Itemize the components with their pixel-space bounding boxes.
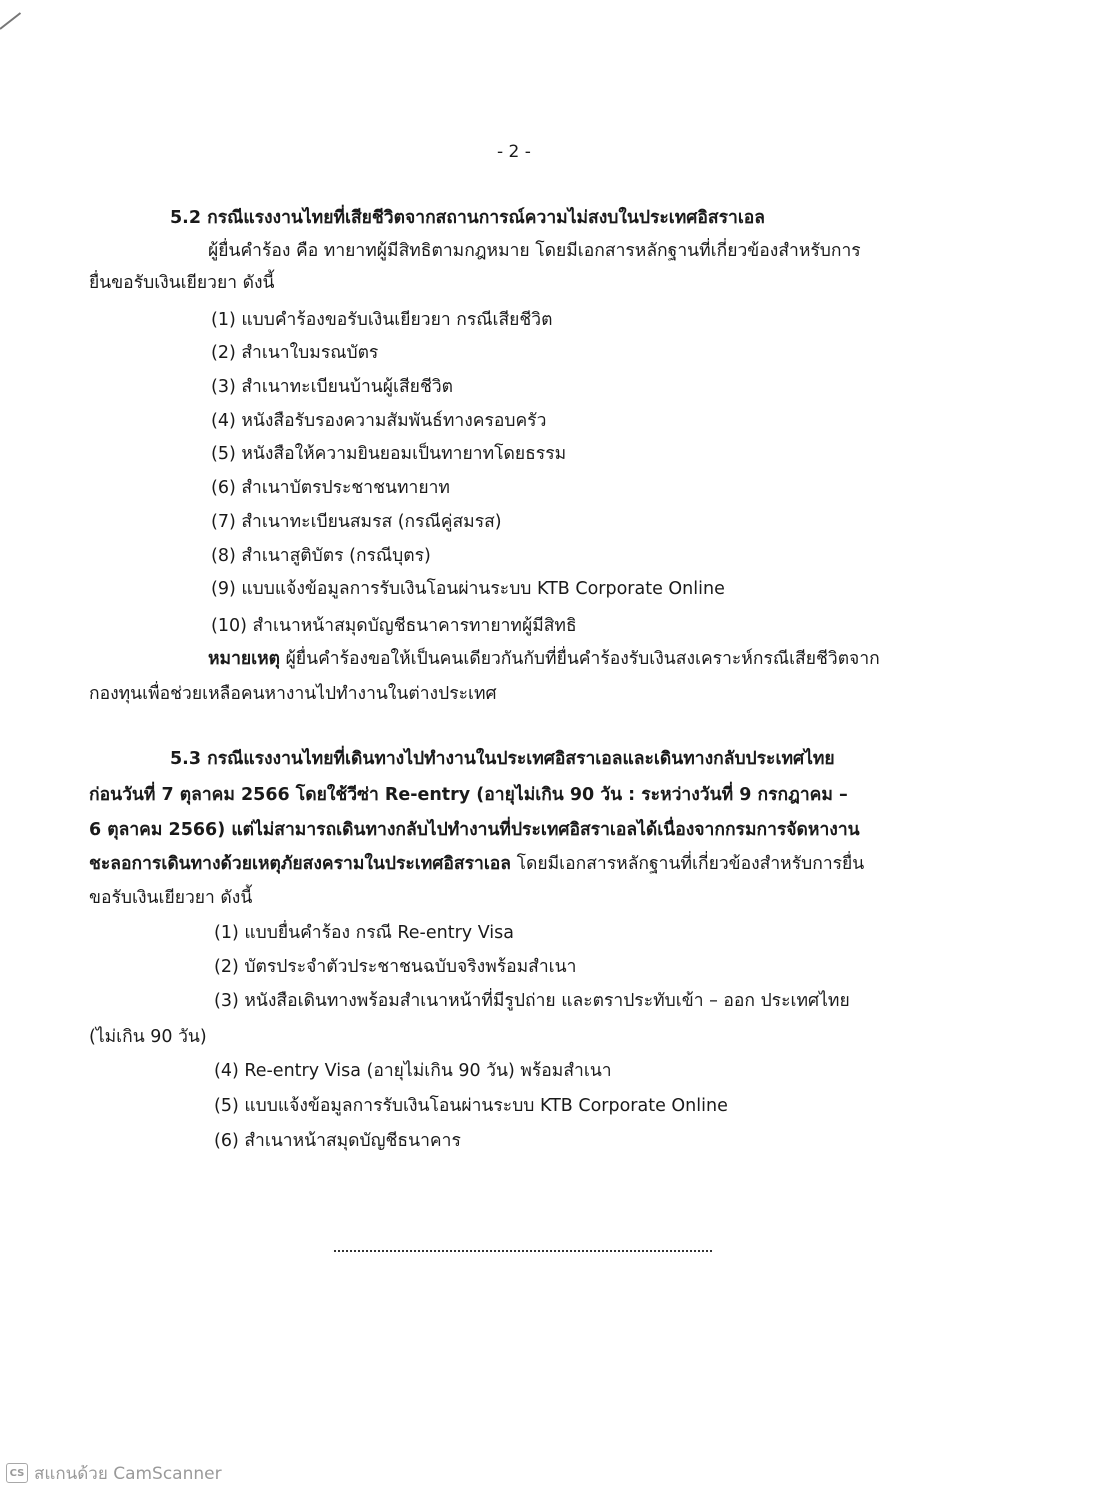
section-5-3-item: (2) บัตรประจำตัวประชาชนฉบับจริงพร้อมสำเนา	[214, 957, 577, 977]
section-5-3-heading-line-2: ก่อนวันที่ 7 ตุลาคม 2566 โดยใช้วีซ่า Re-entry (อายุไม่เกิน 90 วัน : ระหว่างวันที่ 9 กรกฎาคม –	[89, 785, 848, 805]
section-5-3-heading-line-5: ขอรับเงินเยียวยา ดังนี้	[89, 888, 253, 908]
section-5-2-item: (2) สำเนาใบมรณบัตร	[211, 343, 379, 363]
camscanner-logo-icon: CS	[6, 1463, 28, 1483]
section-5-2-item: (7) สำเนาทะเบียนสมรส (กรณีคู่สมรส)	[211, 512, 502, 532]
section-5-2-item: (5) หนังสือให้ความยินยอมเป็นทายาทโดยธรรม	[211, 444, 567, 464]
section-5-2-item: (9) แบบแจ้งข้อมูลการรับเงินโอนผ่านระบบ KTB Corporate Online	[211, 579, 725, 599]
heading-line-4-bold: ชะลอการเดินทางด้วยเหตุภัยสงครามในประเทศอิสราเอล	[89, 854, 512, 874]
section-5-2-item: (8) สำเนาสูติบัตร (กรณีบุตร)	[211, 546, 431, 566]
section-5-3-item: (3) หนังสือเดินทางพร้อมสำเนาหน้าที่มีรูปถ่าย และตราประทับเข้า – ออก ประเทศไทย	[214, 991, 850, 1011]
note-text: ผู้ยื่นคำร้องขอให้เป็นคนเดียวกันกับที่ยื่นคำร้องรับเงินสงเคราะห์กรณีเสียชีวิตจาก	[280, 649, 880, 669]
scanner-watermark-text: สแกนด้วย CamScanner	[34, 1463, 222, 1484]
section-5-3-heading-line-4	[89, 853, 864, 875]
section-5-2-intro-line-2: ยื่นขอรับเงินเยียวยา ดังนี้	[89, 273, 275, 293]
section-5-3-item: (4) Re-entry Visa (อายุไม่เกิน 90 วัน) พร้อมสำเนา	[214, 1061, 612, 1081]
section-5-3-item: (6) สำเนาหน้าสมุดบัญชีธนาคาร	[214, 1131, 461, 1151]
section-5-3-item: (5) แบบแจ้งข้อมูลการรับเงินโอนผ่านระบบ KTB Corporate Online	[214, 1096, 728, 1116]
section-5-2-item: (4) หนังสือรับรองความสัมพันธ์ทางครอบครัว	[211, 411, 547, 431]
section-5-2-note-line-2: กองทุนเพื่อช่วยเหลือคนหางานไปทำงานในต่างประเทศ	[89, 684, 497, 704]
section-5-3-item: (1) แบบยื่นคำร้อง กรณี Re-entry Visa	[214, 923, 514, 943]
section-5-2-item: (10) สำเนาหน้าสมุดบัญชีธนาคารทายาทผู้มีสิทธิ	[211, 616, 577, 636]
section-5-2-intro-line-1: ผู้ยื่นคำร้อง คือ ทายาทผู้มีสิทธิตามกฎหมาย โดยมีเอกสารหลักฐานที่เกี่ยวข้องสำหรับการ	[208, 241, 861, 261]
section-5-3-heading-line-1: 5.3 กรณีแรงงานไทยที่เดินทางไปทำงานในประเทศอิสราเอลและเดินทางกลับประเทศไทย	[170, 749, 835, 769]
page-number: - 2 -	[497, 142, 531, 162]
section-5-2-item: (6) สำเนาบัตรประชาชนทายาท	[211, 478, 450, 498]
scan-corner-mark	[0, 12, 21, 30]
heading-line-4-rest: โดยมีเอกสารหลักฐานที่เกี่ยวข้องสำหรับการยื่น	[511, 854, 865, 874]
section-5-3-item-continuation: (ไม่เกิน 90 วัน)	[89, 1027, 207, 1047]
section-5-2-item: (3) สำเนาทะเบียนบ้านผู้เสียชีวิต	[211, 377, 454, 397]
section-5-2-note-line-1	[208, 648, 880, 670]
section-5-3-heading-line-3: 6 ตุลาคม 2566) แต่ไม่สามารถเดินทางกลับไปทำงานที่ประเทศอิสราเอลได้เนื่องจากกรมการจัดหางาน	[89, 820, 860, 840]
scanner-watermark	[6, 1462, 222, 1484]
section-5-2-heading: 5.2 กรณีแรงงานไทยที่เสียชีวิตจากสถานการณ์ความไม่สงบในประเทศอิสราเอล	[170, 208, 766, 228]
note-label: หมายเหตุ	[208, 649, 281, 669]
end-of-document-dotted-rule	[334, 1250, 712, 1252]
section-5-2-item: (1) แบบคำร้องขอรับเงินเยียวยา กรณีเสียชีวิต	[211, 310, 553, 330]
